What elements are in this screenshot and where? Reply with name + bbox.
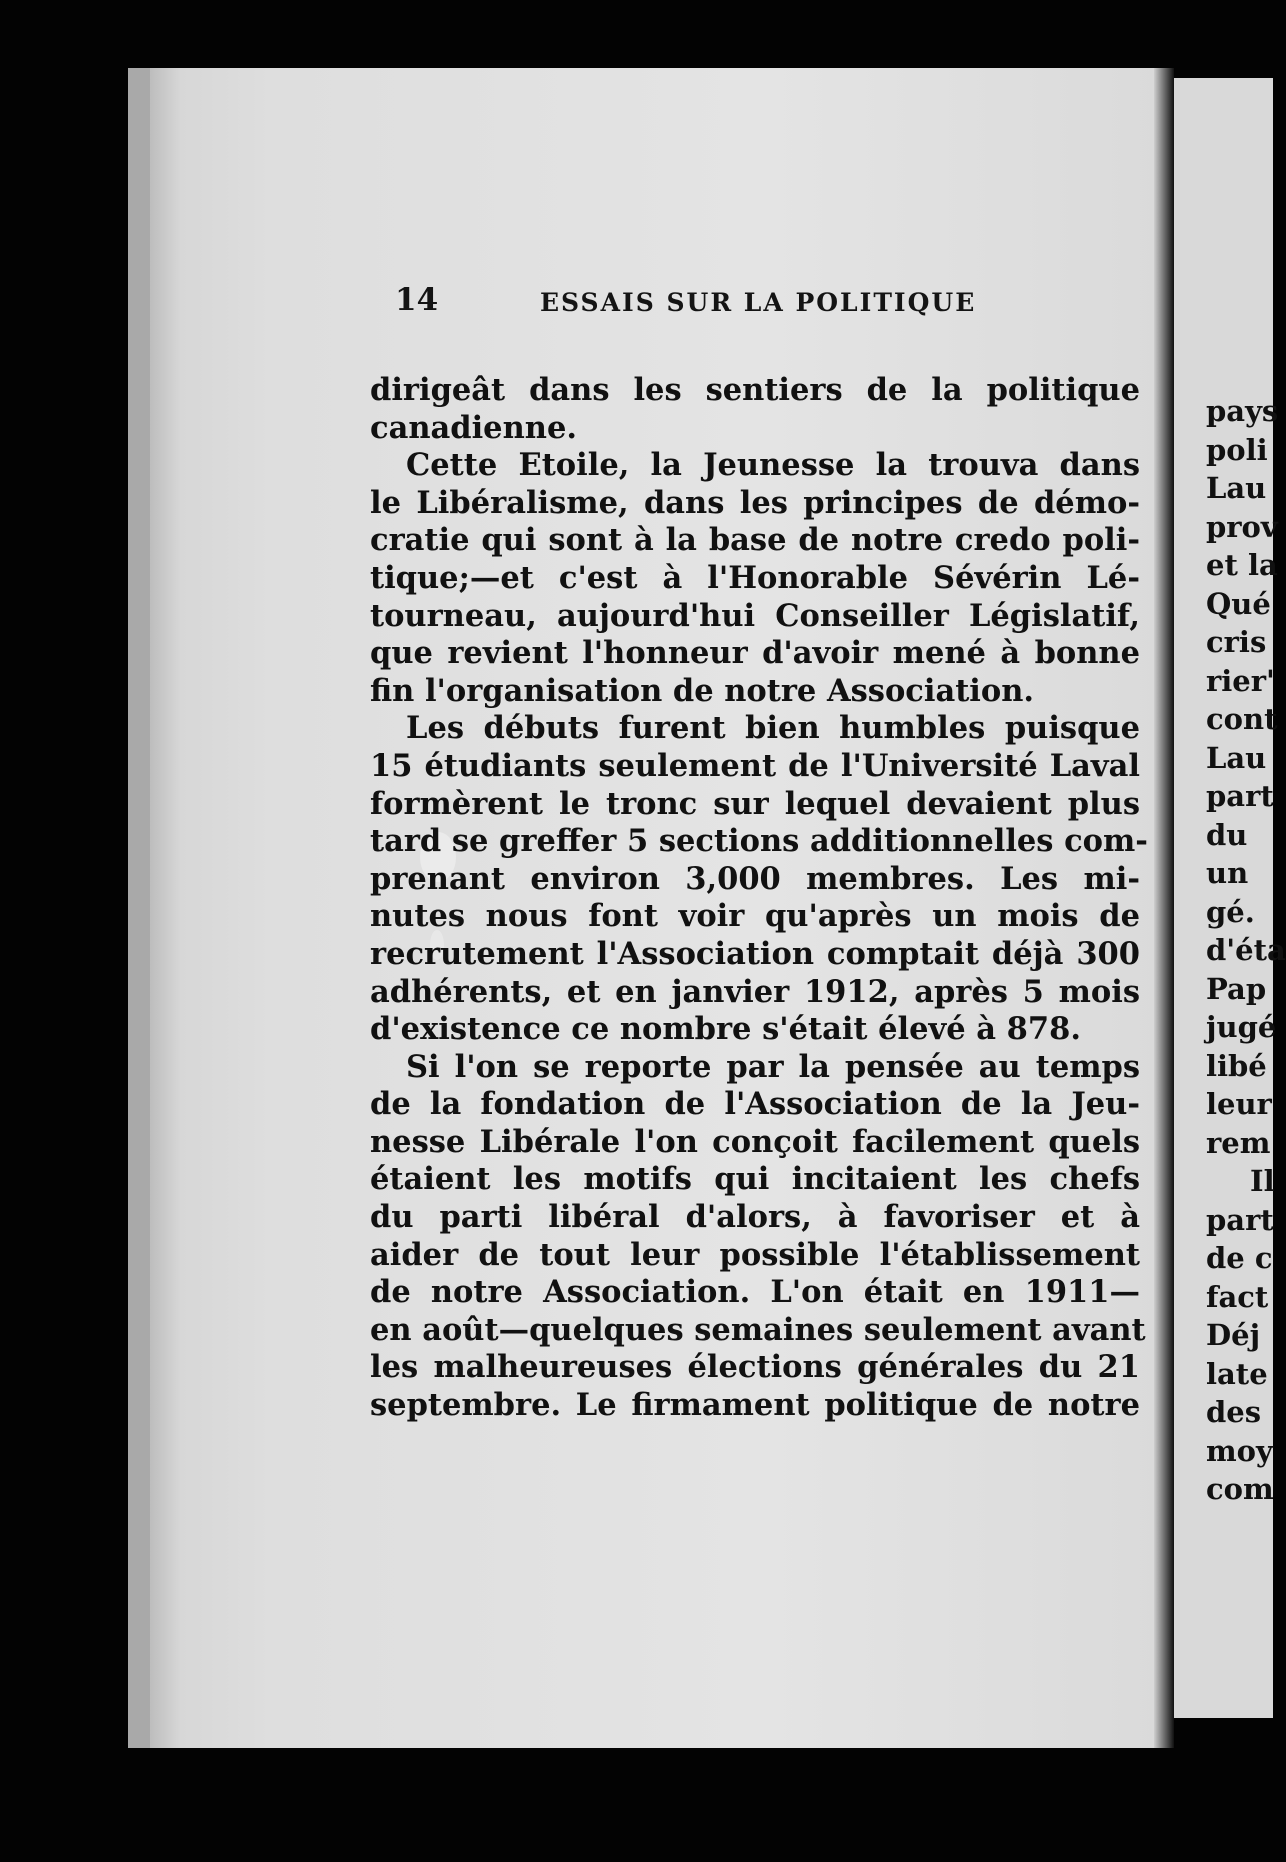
text-line: cratie qui sont à la base de notre credo poli-	[370, 522, 1140, 559]
right-page-fragment: poli	[1206, 432, 1268, 467]
right-page-fragment: pays	[1206, 394, 1279, 428]
right-page-fragment: moy	[1206, 1433, 1273, 1468]
text-line: Les débuts furent bien humbles puisque	[406, 710, 1140, 747]
right-page-fragment: d'éta	[1206, 933, 1286, 967]
text-line: recrutement l'Association comptait déjà 300	[370, 935, 1140, 972]
right-page-fragment: prov	[1206, 509, 1278, 544]
right-page-fragment: Lau	[1206, 471, 1267, 505]
right-page-fragment: Déj	[1206, 1318, 1261, 1352]
right-page-fragment: Pap	[1206, 971, 1267, 1006]
text-line: nutes nous font voir qu'après un mois de	[370, 898, 1140, 935]
text-line: tard se greffer 5 sections additionnelles com-	[370, 823, 1148, 860]
text-line: 15 étudiants seulement de l'Université Laval	[370, 747, 1140, 784]
text-line: canadienne.	[370, 409, 577, 446]
right-page-fragment: com	[1206, 1472, 1274, 1506]
text-line: Cette Etoile, la Jeunesse la trouva dans	[406, 447, 1140, 484]
text-line: dirigeât dans les sentiers de la politique	[370, 372, 1140, 408]
text-line: les malheureuses élections générales du 21	[370, 1349, 1140, 1386]
text-line: nesse Libérale l'on conçoit facilement quels	[370, 1123, 1140, 1160]
right-page-fragment: jugé	[1206, 1010, 1277, 1044]
running-title: ESSAIS SUR LA POLITIQUE	[540, 288, 977, 317]
page-number: 14	[395, 282, 439, 318]
right-page-fragment: rem	[1206, 1125, 1271, 1160]
text-line: tourneau, aujourd'hui Conseiller Législatif,	[370, 597, 1140, 634]
running-head	[0, 272, 1273, 332]
text-line: de la fondation de l'Association de la Jeu-	[370, 1086, 1140, 1123]
text-line: prenant environ 3,000 membres. Les mi-	[370, 860, 1140, 897]
text-line: en août—quelques semaines seulement avant	[370, 1311, 1146, 1348]
right-page-fragment: Lau	[1206, 740, 1267, 775]
body-text	[370, 372, 1148, 1425]
right-page-fragment: des	[1206, 1395, 1262, 1429]
right-page-fragment: Il	[1250, 1164, 1275, 1198]
text-line: adhérents, et en janvier 1912, après 5 mois	[370, 973, 1140, 1010]
text-line: aider de tout leur possible l'établissement	[370, 1236, 1140, 1273]
right-page-fragment: rier'	[1206, 663, 1275, 698]
right-page-fragment: libé	[1206, 1048, 1267, 1083]
right-page-fragment: un	[1206, 856, 1249, 890]
right-page-fragment: cris	[1206, 625, 1267, 659]
text-line: que revient l'honneur d'avoir mené à bonne	[370, 635, 1140, 672]
text-line: Si l'on se reporte par la pensée au temps	[406, 1048, 1140, 1085]
right-page-fragment: Qué	[1206, 586, 1271, 621]
text-line: le Libéralisme, dans les principes de démo-	[370, 484, 1140, 521]
text-line: étaient les motifs qui incitaient les chefs	[370, 1161, 1140, 1198]
text-line: du parti libéral d'alors, à favoriser et à	[370, 1199, 1140, 1236]
text-line: d'existence ce nombre s'était élevé à 878.	[370, 1011, 1081, 1048]
right-page-fragment: et la	[1206, 548, 1278, 582]
text-line: tique;—et c'est à l'Honorable Sévérin Lé-	[370, 559, 1140, 596]
right-page-fragment: leur	[1206, 1087, 1272, 1121]
right-page-fragment: du	[1206, 817, 1248, 852]
right-page-fragment: de c	[1206, 1241, 1273, 1275]
right-page-text-fragments	[1206, 392, 1286, 1509]
text-line: formèrent le tronc sur lequel devaient plus	[370, 785, 1140, 822]
right-page-fragment: late	[1206, 1356, 1268, 1391]
right-page-fragment: gé.	[1206, 894, 1255, 929]
right-page-fragment: part	[1206, 779, 1274, 813]
right-page-fragment: cont	[1206, 702, 1278, 736]
text-line: de notre Association. L'on était en 1911—	[370, 1274, 1140, 1311]
right-page-fragment: part	[1206, 1202, 1274, 1237]
text-line: fin l'organisation de notre Association.	[370, 672, 1035, 709]
right-page-fragment: fact	[1206, 1279, 1269, 1314]
text-line: septembre. Le firmament politique de notre	[370, 1387, 1140, 1424]
